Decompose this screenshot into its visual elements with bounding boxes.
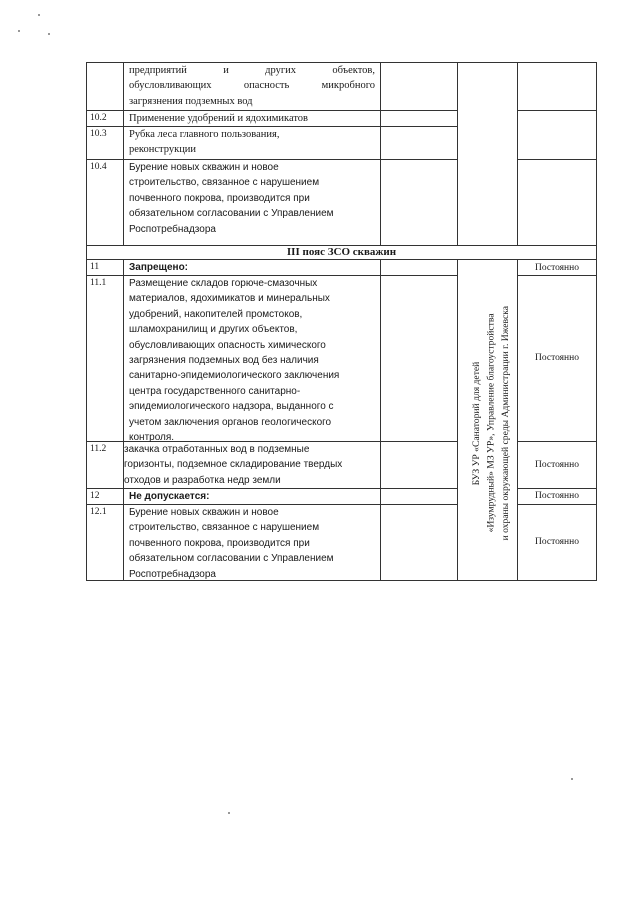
row-10-1-line-1: предприятий и других объектов, xyxy=(129,65,376,76)
row-number: 12.1 xyxy=(90,507,107,517)
row-11-1-text: Размещение складов горюче-смазочных материалов, ядохимикатов и минеральных удобрений, накопителей промстоков, шламохранилищ и других объектов, обусловливающих опасность химического загрязнения подземных вод без наличия санитарно-эпидемиологического заключения центра государственного санитарно- эпидемиологического надзора, выданного с учетом заключения органов геологического контроля. xyxy=(129,278,340,444)
status-label: Постоянно xyxy=(535,491,579,501)
responsible-organization: БУЗ УР «Санаторий для детей «Изумрудный» МЗ УР», Управление благоустройства и охраны окружающей среды Администрации г. Ижевска xyxy=(471,305,512,541)
row-10-3-text: Рубка леса главного пользования, реконструкции xyxy=(129,129,280,156)
section-header-zone-3: III пояс ЗСО скважин xyxy=(286,246,397,258)
row-number: 10.4 xyxy=(90,162,107,172)
scan-speck xyxy=(38,14,40,16)
status-label: Постоянно xyxy=(535,353,579,363)
row-number: 10.3 xyxy=(90,129,107,139)
row-10-1-line-3: загрязнения подземных вод xyxy=(129,95,253,107)
row-10-1-text xyxy=(129,63,375,109)
row-12-label: Не допускается: xyxy=(129,491,210,502)
row-10-2-text: Применение удобрений и ядохимикатов xyxy=(129,113,309,124)
scan-speck xyxy=(18,30,20,32)
row-number: 10.2 xyxy=(90,113,107,123)
row-11-2-text: закачка отработанных вод в подземные горизонты, подземное складирование твердых отходов и разработка недр земли xyxy=(124,444,343,486)
row-number: 12 xyxy=(90,491,100,501)
scan-speck xyxy=(571,778,573,780)
row-number: 11.1 xyxy=(90,278,107,288)
row-number: 11.2 xyxy=(90,444,107,454)
scan-speck xyxy=(228,812,230,814)
row-number: 11 xyxy=(90,262,100,272)
status-label: Постоянно xyxy=(535,537,579,547)
row-11-label: Запрещено: xyxy=(129,262,189,273)
row-10-1-line-2: обусловливающих опасность микробного xyxy=(129,80,376,92)
status-label: Постоянно xyxy=(535,263,579,273)
scan-speck xyxy=(48,33,50,35)
row-10-4-text: Бурение новых скважин и новое строительство, связанное с нарушением почвенного покрова, производится при обязательном согласовании с Управлением Роспотребнадзора xyxy=(129,162,334,235)
status-label: Постоянно xyxy=(535,460,579,470)
row-12-1-text: Бурение новых скважин и новое строительство, связанное с нарушением почвенного покрова, производится при обязательном согласовании с Управлением Роспотребнадзора xyxy=(129,507,334,580)
